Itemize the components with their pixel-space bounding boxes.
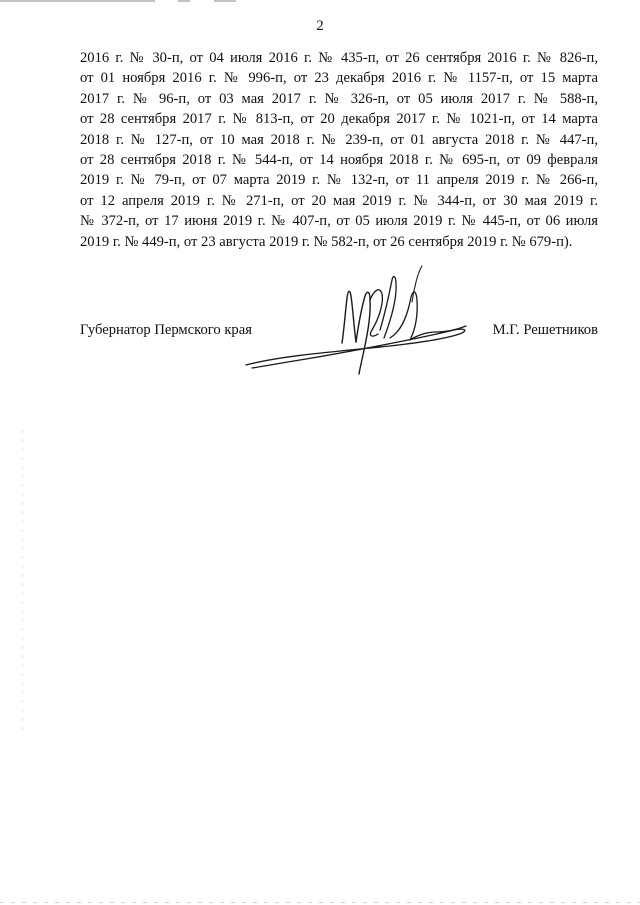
signatory-name: М.Г. Решетников — [492, 322, 598, 338]
body-paragraph — [80, 48, 598, 252]
text-line: от 28 сентября 2018 г. № 544-п, от 14 ноября 2018 г. № 695-п, от 09 февраля — [80, 152, 598, 169]
signatory-position: Губернатор Пермского края — [80, 322, 252, 338]
text-line: № 372-п, от 17 июня 2019 г. № 407-п, от 05 июля 2019 г. № 445-п, от 06 июля — [80, 213, 598, 230]
signature-block — [80, 260, 600, 390]
page-number: 2 — [316, 18, 324, 34]
handwritten-signature — [240, 260, 500, 385]
text-line: от 01 ноября 2016 г. № 996-п, от 23 декабря 2016 г. № 1157-п, от 15 марта — [80, 70, 598, 87]
text-line: 2018 г. № 127-п, от 10 мая 2018 г. № 239-п, от 01 августа 2018 г. № 447-п, — [80, 131, 598, 148]
text-line: от 28 сентября 2017 г. № 813-п, от 20 декабря 2017 г. № 1021-п, от 14 марта — [80, 111, 598, 128]
text-line: от 12 апреля 2019 г. № 271-п, от 20 мая 2019 г. № 344-п, от 30 мая 2019 г. — [80, 192, 598, 209]
scan-artifact-bottom — [0, 902, 640, 903]
text-line: 2017 г. № 96-п, от 03 мая 2017 г. № 326-п, от 05 июля 2017 г. № 588-п, — [80, 90, 598, 107]
text-line: 2019 г. № 79-п, от 07 марта 2019 г. № 132-п, от 11 апреля 2019 г. № 266-п, — [80, 172, 598, 189]
text-line: 2016 г. № 30-п, от 04 июля 2016 г. № 435-п, от 26 сентября 2016 г. № 826-п, — [80, 50, 598, 66]
scan-artifact-left — [22, 430, 23, 730]
text-line: 2019 г. № 449-п, от 23 августа 2019 г. № 582-п, от 26 сентября 2019 г. № 679-п). — [80, 233, 573, 250]
scan-artifact-top — [0, 0, 640, 2]
